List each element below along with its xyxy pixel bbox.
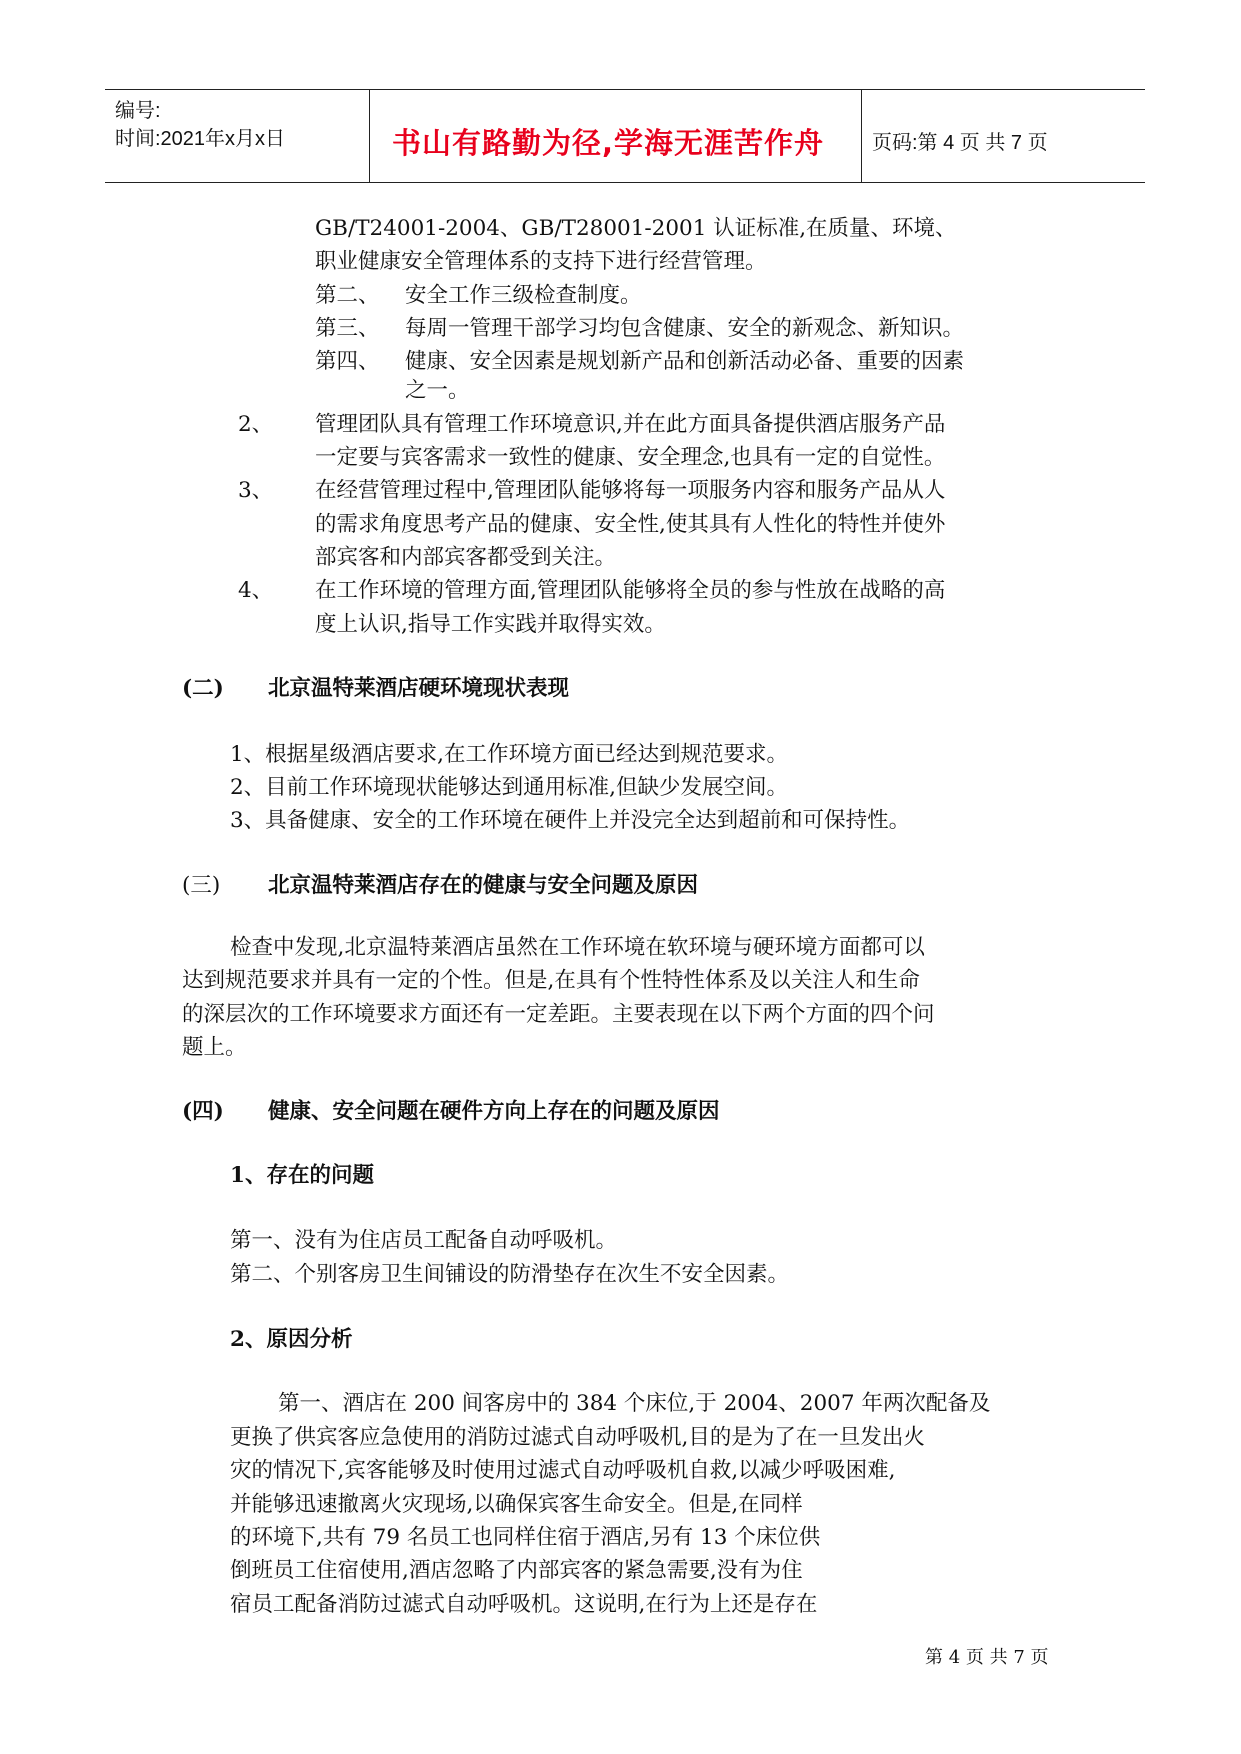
section-heading: 北京温特莱酒店硬环境现状表现 [268,676,570,701]
header-divider-left [369,89,370,182]
subsection-heading: 2、原因分析 [230,1327,353,1352]
list-number: 第二、 [315,283,380,308]
paragraph-line: 并能够迅速撤离火灾现场,以确保宾客生命安全。但是,在同样 [230,1492,803,1517]
footer-page-number: 第 4 页 共 7 页 [925,1647,1049,1668]
list-text: 在工作环境的管理方面,管理团队能够将全员的参与性放在战略的高 [315,578,946,603]
text-line: 2、目前工作环境现状能够达到通用标准,但缺少发展空间。 [230,775,789,800]
list-text: 度上认识,指导工作实践并取得实效。 [315,612,666,637]
list-text: 部宾客和内部宾客都受到关注。 [315,545,617,570]
text-line: 3、具备健康、安全的工作环境在硬件上并没完全达到超前和可保持性。 [230,808,911,833]
header-number-label: 编号: [115,100,161,122]
list-number: 4、 [238,578,274,603]
paragraph-line: 的环境下,共有 79 名员工也同样住宿于酒店,另有 13 个床位供 [230,1525,821,1550]
text-line: 职业健康安全管理体系的支持下进行经营管理。 [315,249,767,274]
header-motto: 书山有路勤为径,学海无涯苦作舟 [392,126,825,160]
list-text: 每周一管理干部学习均包含健康、安全的新观念、新知识。 [405,316,965,341]
paragraph-line: 题上。 [182,1035,247,1060]
section-number: (四) [182,1099,224,1124]
list-number: 第四、 [315,349,380,374]
section-number: (三) [182,873,221,898]
paragraph-line: 更换了供宾客应急使用的消防过滤式自动呼吸机,目的是为了在一旦发出火 [230,1425,925,1450]
list-number: 3、 [238,478,274,503]
paragraph-line: 倒班员工住宿使用,酒店忽略了内部宾客的紧急需要,没有为住 [230,1558,803,1583]
list-number: 2、 [238,412,274,437]
paragraph-line: 检查中发现,北京温特莱酒店虽然在工作环境在软环境与硬环境方面都可以 [230,935,925,960]
list-text: 的需求角度思考产品的健康、安全性,使其具有人性化的特性并使外 [315,512,946,537]
list-text: 健康、安全因素是规划新产品和创新活动必备、重要的因素 [405,349,965,374]
list-number: 第三、 [315,316,380,341]
text-line: 第一、没有为住店员工配备自动呼吸机。 [230,1228,618,1253]
list-text: 管理团队具有管理工作环境意识,并在此方面具备提供酒店服务产品 [315,412,946,437]
header-bottom-rule [105,182,1145,183]
paragraph-line: 达到规范要求并具有一定的个性。但是,在具有个性特性体系及以关注人和生命 [182,968,920,993]
paragraph-line: 的深层次的工作环境要求方面还有一定差距。主要表现在以下两个方面的四个问 [182,1002,935,1027]
text-line: 1、根据星级酒店要求,在工作环境方面已经达到规范要求。 [230,742,789,767]
section-heading: 健康、安全问题在硬件方向上存在的问题及原因 [268,1099,720,1124]
list-text: 在经营管理过程中,管理团队能够将每一项服务内容和服务产品从人 [315,478,946,503]
list-text: 一定要与宾客需求一致性的健康、安全理念,也具有一定的自觉性。 [315,445,946,470]
paragraph-line: 灾的情况下,宾客能够及时使用过滤式自动呼吸机自救,以减少呼吸困难, [230,1458,896,1483]
header-time-label: 时间:2021年x月x日 [115,128,286,150]
text-line: 第二、个别客房卫生间铺设的防滑垫存在次生不安全因素。 [230,1262,790,1287]
subsection-heading: 1、存在的问题 [230,1163,374,1188]
header-top-rule [105,89,1145,90]
section-heading: 北京温特莱酒店存在的健康与安全问题及原因 [268,873,699,898]
text-line: GB/T24001-2004、GB/T28001-2001 认证标准,在质量、环境、 [315,216,957,241]
paragraph-line: 宿员工配备消防过滤式自动呼吸机。这说明,在行为上还是存在 [230,1592,818,1617]
list-text: 安全工作三级检查制度。 [405,283,642,308]
section-number: (二) [182,676,224,701]
header-divider-right [861,89,862,182]
header-page-label: 页码:第 4 页 共 7 页 [872,132,1048,154]
paragraph-line: 第一、酒店在 200 间客房中的 384 个床位,于 2004、2007 年两次配备及 [278,1391,991,1416]
list-text: 之一。 [405,378,470,403]
